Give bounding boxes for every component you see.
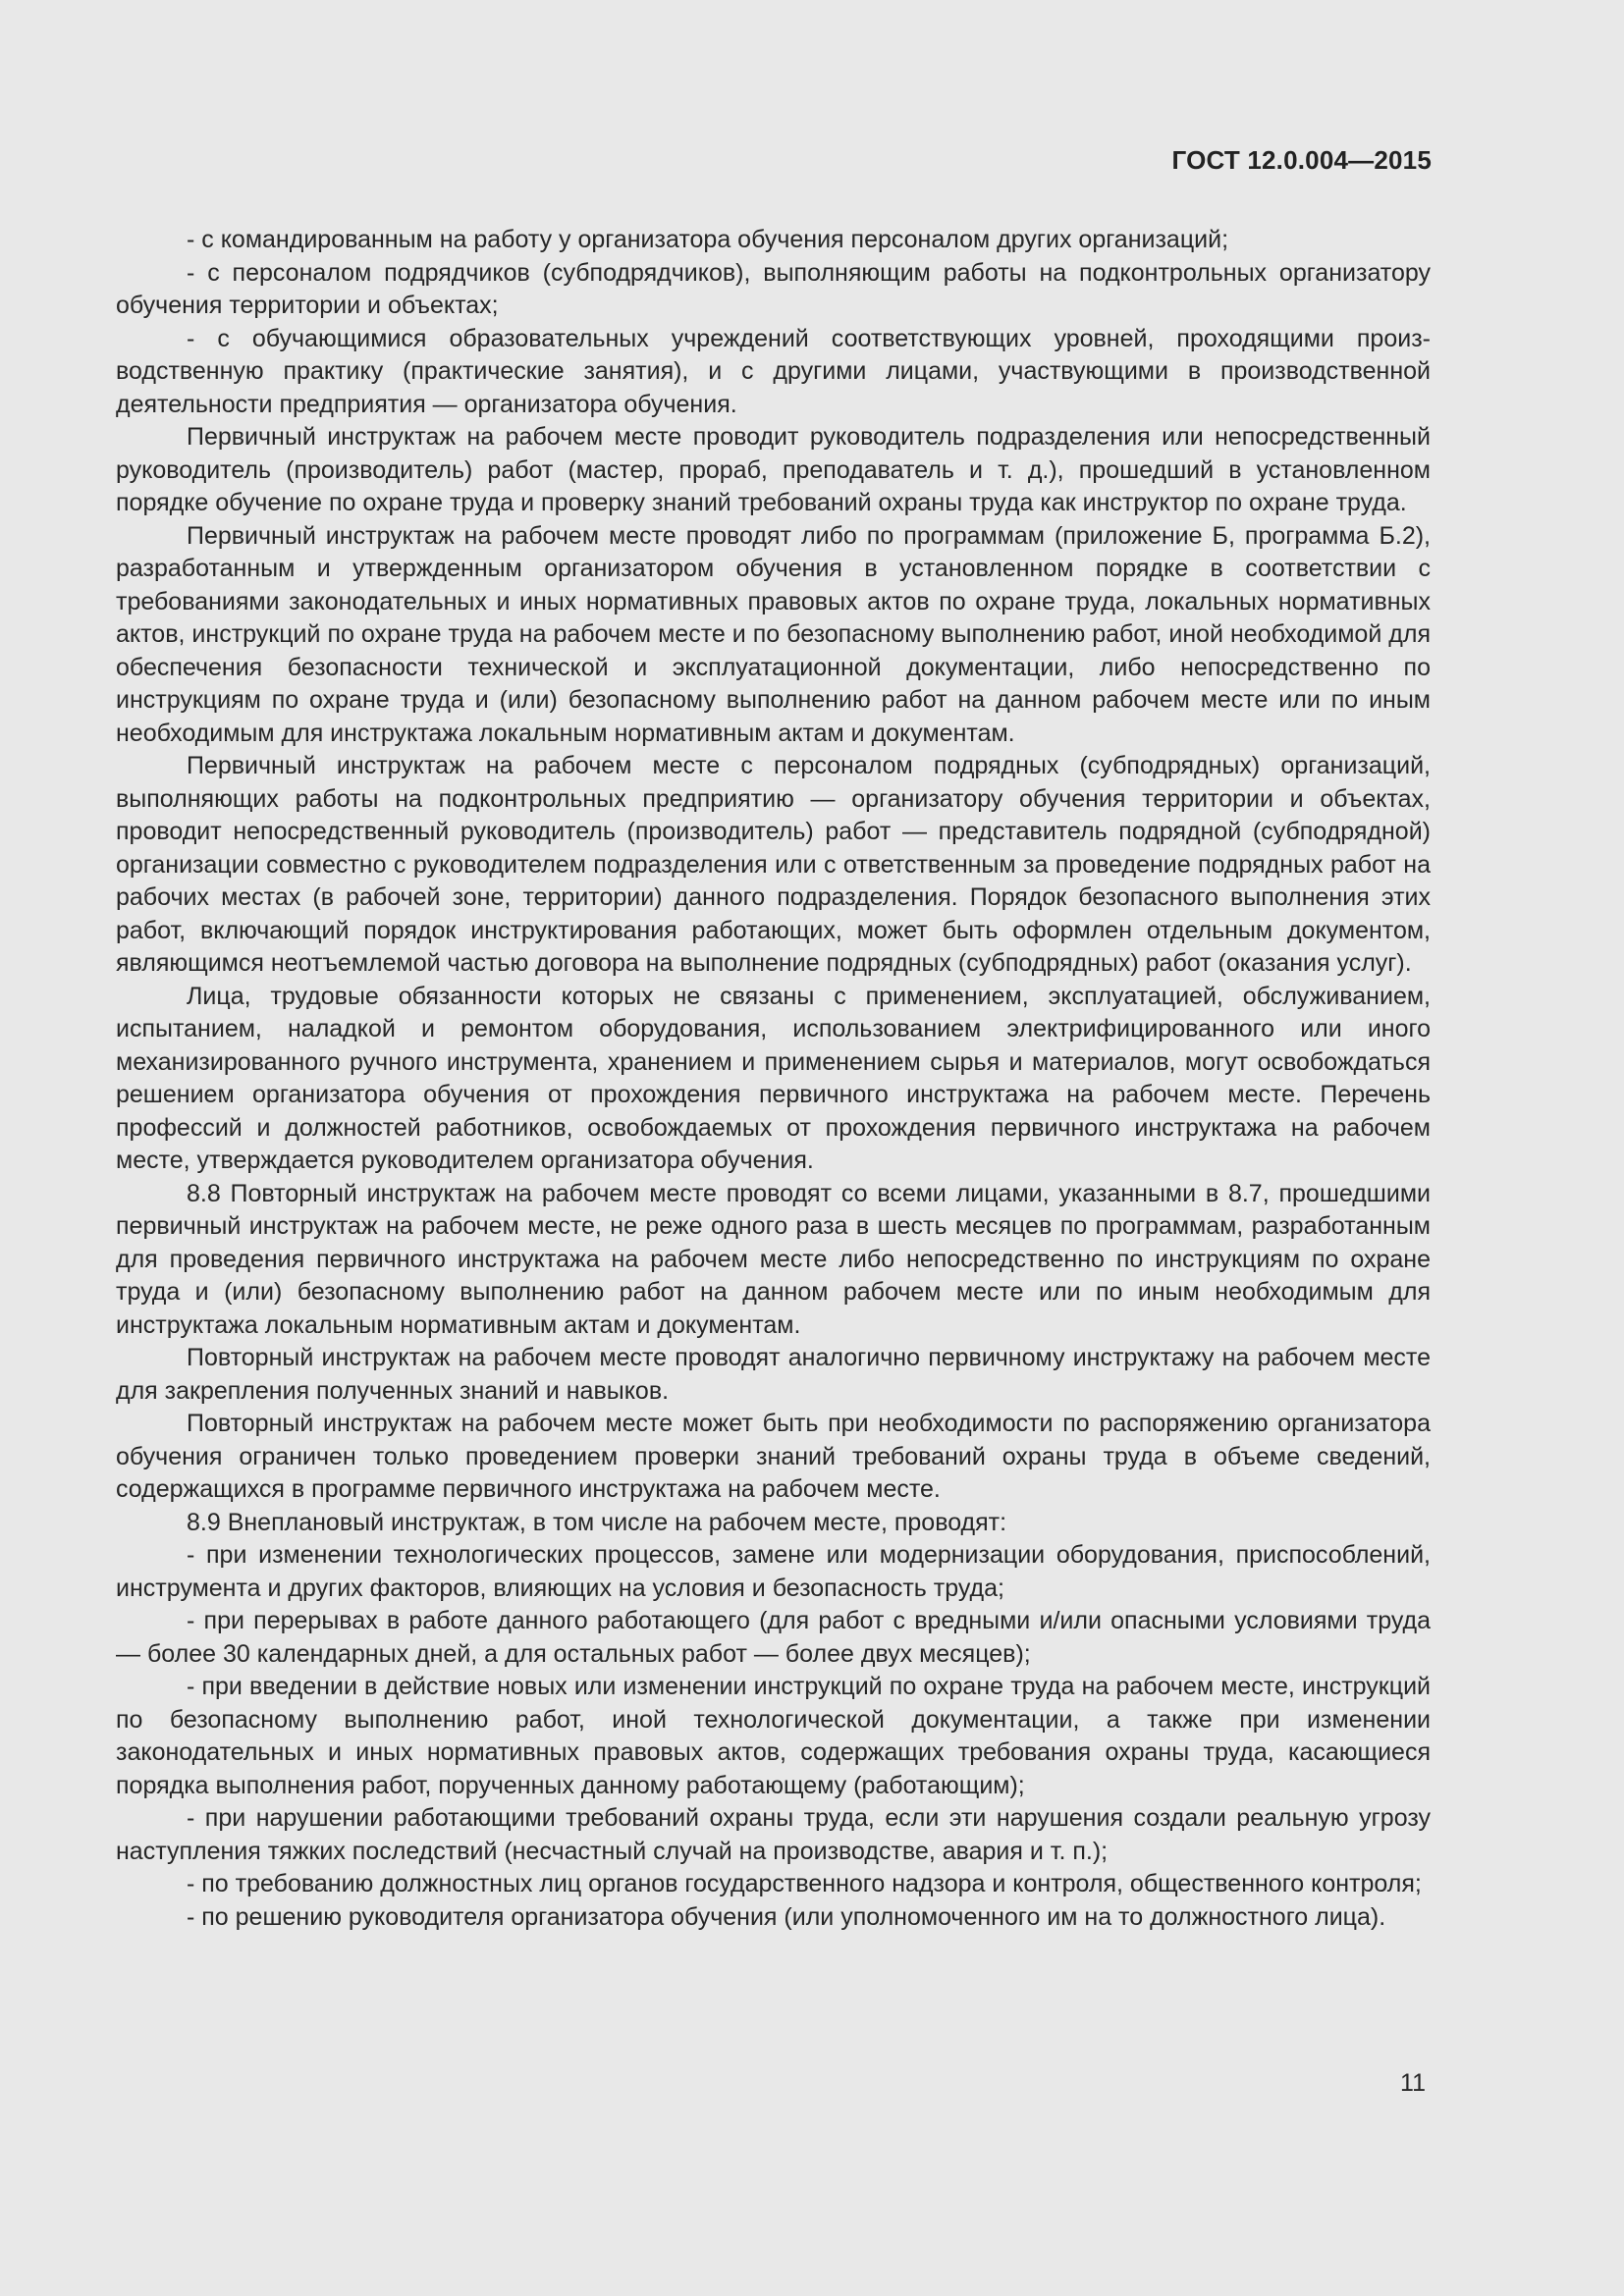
paragraph: - с обучающимися образовательных учреждений соответствующих уровней, проходящими производственную практику (практические занятия), и с другими лицами, участвующими в производственной деятельности предприятия — организатора обучения. [116, 324, 1431, 418]
paragraph: 8.9 Внеплановый инструктаж, в том числе на рабочем месте, проводят: [187, 1508, 1007, 1536]
standard-header: ГОСТ 12.0.004—2015 [1171, 145, 1432, 175]
paragraph: Первичный инструктаж на рабочем месте с персоналом подрядных (субподрядных) организаций, выполняющих работы на подконтрольных предприятию — организатору обучения территории и объектах, проводит непосредственный руководитель (производитель) работ — представитель подрядной (субподрядной) организации совместно с руководителем подразделения или с ответственным за проведение подрядных работ на рабочих местах (в рабочей зоне, территории) данного подразделения. Порядок безопасного выполнения этих работ, включающий порядок инструктирования работающих, может быть оформлен отдельным документом, являющимся неотъемлемой частью договора на выполнение подрядных (субподрядных) работ (оказания услуг). [116, 752, 1431, 977]
paragraph: Первичный инструктаж на рабочем месте проводит руководитель подразделения или непосредственный руководитель (производитель) работ (мастер, прораб, преподаватель и т. д.), прошедший в установленном порядке обучение по охране труда и проверку знаний требований охраны труда как инструктор по охране труда. [116, 423, 1431, 516]
paragraph: Повторный инструктаж на рабочем месте проводят аналогично первичному инструктажу на рабочем месте для закрепления полученных знаний и навыков. [116, 1344, 1431, 1405]
paragraph: - с персоналом подрядчиков (субподрядчиков), выполняющим работы на подконтрольных организатору обучения территории и объектах; [116, 258, 1431, 319]
paragraph: - при изменении технологических процессов, замене или модернизации оборудования, приспособлений, инструмента и других факторов, влияющих на условия и безопасность труда; [116, 1541, 1431, 1602]
paragraph: Первичный инструктаж на рабочем месте проводят либо по программам (приложение Б, программа Б.2), разработанным и утвержденным организатором обучения в установленном порядке в соответствии с требованиями законодательных и иных нормативных правовых актов по охране труда, локальных нормативных актов, инструкций по охране труда на рабочем месте и по безопасному выполнению работ, иной необходимой для обеспечения безопасности технической и эксплуатационной документации, либо непосредственно по инструкциям по охране труда и (или) безопасному выполнению работ на данном рабочем месте или по иным необходимым для инструктажа локальным нормативным актам и документам. [116, 521, 1431, 747]
document-body [116, 224, 1431, 1934]
paragraph: - при введении в действие новых или изменении инструкций по охране труда на рабочем месте, инструкций по безопасному выполнению работ, иной технологической документации, а также при изменении законодательных и иных нормативных правовых актов, содержащих требования охраны труда, касающиеся порядка выполнения работ, порученных данному работающему (работающим); [116, 1673, 1431, 1799]
paragraph: - с командированным на работу у организатора обучения персоналом других организаций; [187, 226, 1229, 253]
paragraph: - по требованию должностных лиц органов государственного надзора и контроля, общественного контроля; [187, 1870, 1422, 1897]
page-number: 11 [1400, 2069, 1426, 2097]
paragraph: 8.8 Повторный инструктаж на рабочем месте проводят со всеми лицами, указанными в 8.7, прошедшими первичный инструктаж на рабочем месте, не реже одного раза в шесть месяцев по программам, разработанным для проведения первичного инструктажа на рабочем месте либо непосредственно по инструкциям по охране труда и (или) безопасному выполнению работ на данном рабочем месте или по иным необходимым для инструктажа локальным нормативным актам и документам. [116, 1179, 1431, 1339]
paragraph: Повторный инструктаж на рабочем месте может быть при необходимости по распоряжению организатора обучения ограничен только проведением проверки знаний требований охраны труда в объеме сведений, содержащихся в программе первичного инструктажа на рабочем месте. [116, 1410, 1431, 1503]
paragraph: - при перерывах в работе данного работающего (для работ с вредными и/или опасными условиями труда — более 30 календарных дней, а для остальных работ — более двух месяцев); [116, 1607, 1431, 1668]
paragraph: Лица, трудовые обязанности которых не связаны с применением, эксплуатацией, обслуживанием, испытанием, наладкой и ремонтом оборудования, использованием электрифицированного или иного механизированного ручного инструмента, хранением и применением сырья и материалов, могут освобождаться решением организатора обучения от прохождения первичного инструктажа на рабочем месте. Перечень профессий и должностей работников, освобождаемых от прохождения первичного инструктажа на рабочем месте, утверждается руководителем организатора обучения. [116, 982, 1431, 1174]
paragraph: - при нарушении работающими требований охраны труда, если эти нарушения создали реальную угрозу наступления тяжких последствий (несчастный случай на производстве, авария и т. п.); [116, 1804, 1431, 1865]
paragraph: - по решению руководителя организатора обучения (или уполномоченного им на то должностного лица). [187, 1902, 1386, 1931]
